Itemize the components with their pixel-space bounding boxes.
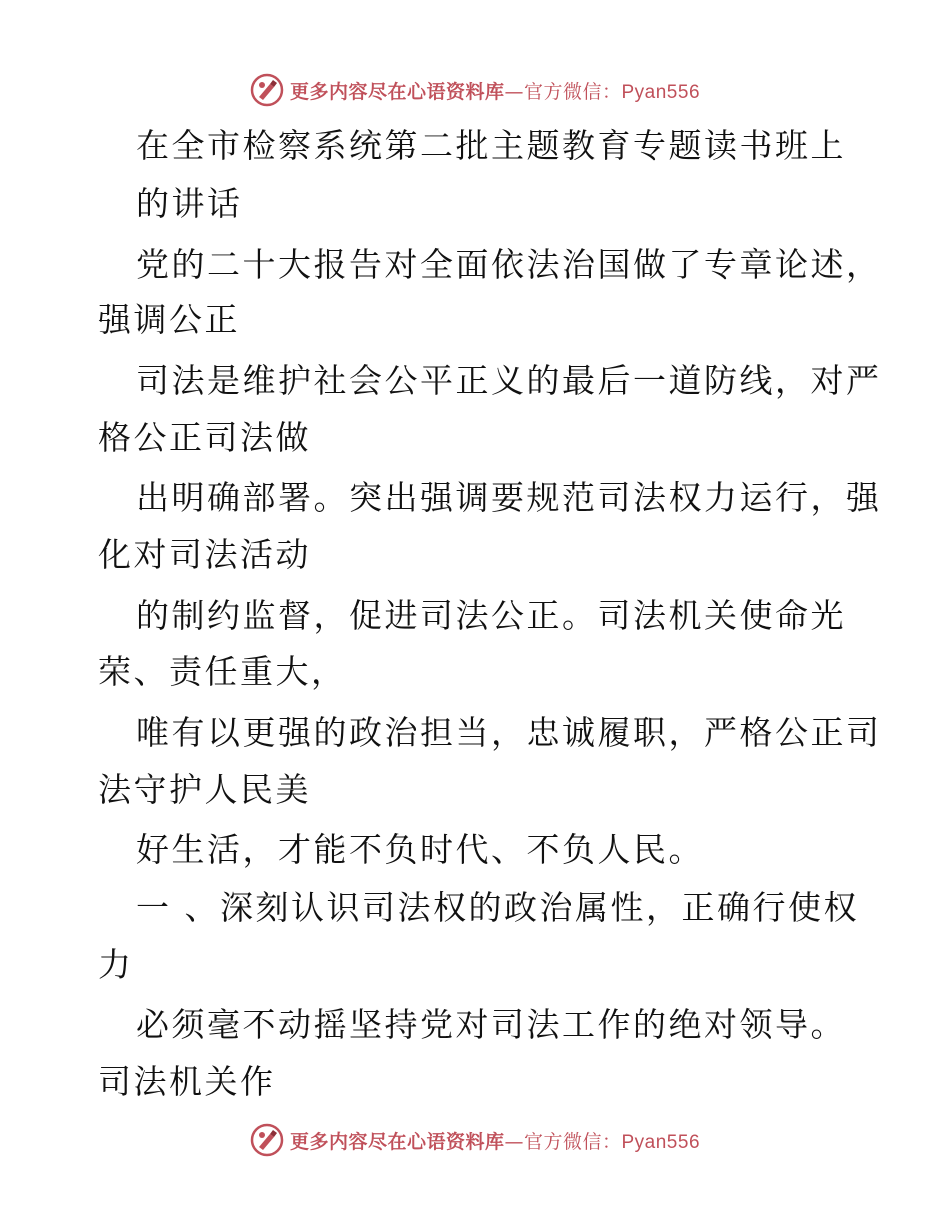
banner-main-text: 更多内容尽在心语资料库 xyxy=(289,80,505,103)
document-line: 必须毫不动摇坚持党对司法工作的绝对领导。 xyxy=(136,1005,846,1044)
banner-wechat-id: Pyan556 xyxy=(621,1131,701,1153)
document-line: 出明确部署。突出强调要规范司法权力运行，强 xyxy=(136,478,882,517)
document-line: 化对司法活动 xyxy=(98,535,311,574)
document-line: 的讲话 xyxy=(136,184,243,223)
document-line: 格公正司法做 xyxy=(98,418,311,457)
document-line: 的制约监督，促进司法公正。司法机关使命光 xyxy=(136,596,846,635)
banner-separator: — xyxy=(504,80,524,103)
document-line: 在全市检察系统第二批主题教育专题读书班上 xyxy=(136,126,846,165)
pen-logo-icon xyxy=(250,1123,284,1157)
banner-wechat-id: Pyan556 xyxy=(621,81,701,103)
document-line: 党的二十大报告对全面依法治国做了专章论述， xyxy=(136,245,882,284)
document-line: 唯有以更强的政治担当，忠诚履职，严格公正司 xyxy=(136,713,882,752)
banner-main-text: 更多内容尽在心语资料库 xyxy=(289,1130,505,1153)
document-line: 司法机关作 xyxy=(98,1062,276,1101)
document-line: 司法是维护社会公平正义的最后一道防线，对严 xyxy=(136,361,882,400)
banner-separator: — xyxy=(504,1130,524,1153)
document-line: 强调公正 xyxy=(98,300,240,339)
banner-wechat-label: 官方微信： xyxy=(523,1130,622,1153)
document-line: 好生活，才能不负时代、不负人民。 xyxy=(136,830,704,869)
document-line: 一 、深刻认识司法权的政治属性，正确行使权 xyxy=(136,888,859,927)
document-line: 力 xyxy=(98,945,134,984)
footer-banner xyxy=(0,1118,950,1162)
banner-wechat-label: 官方微信： xyxy=(523,80,622,103)
document-line: 荣、责任重大， xyxy=(98,652,347,691)
document-line: 法守护人民美 xyxy=(98,770,311,809)
